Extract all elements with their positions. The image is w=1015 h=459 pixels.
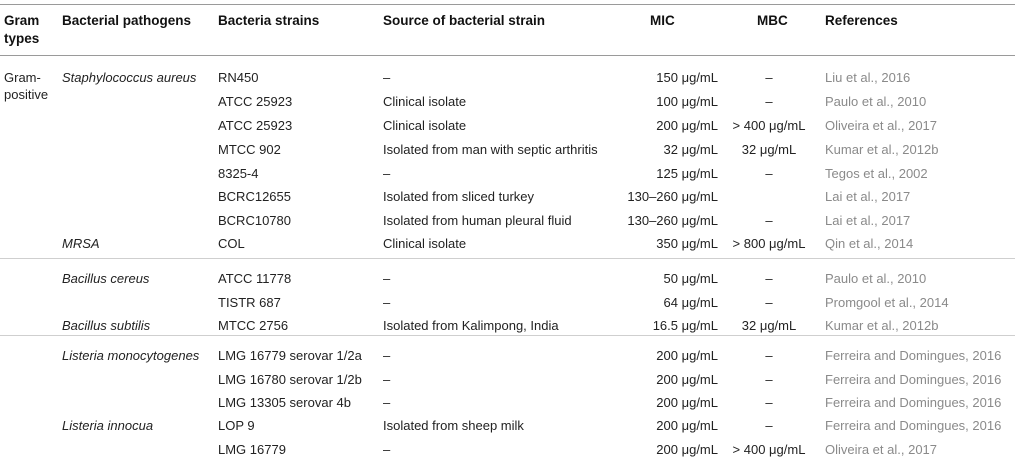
reference-cell: Promgool et al., 2014: [825, 295, 949, 310]
source-cell: Isolated from man with septic arthritis: [383, 142, 598, 157]
strain-cell: RN450: [218, 70, 259, 85]
reference-cell: Qin et al., 2014: [825, 236, 914, 251]
reference-cell: Oliveira et al., 2017: [825, 442, 938, 457]
reference-cell: Tegos et al., 2002: [825, 166, 928, 181]
strain-cell: MTCC 902: [218, 142, 281, 157]
source-cell: Isolated from sheep milk: [383, 418, 524, 433]
mic-cell: 16.5 μg/mL: [652, 318, 718, 333]
mic-cell: 130–260 μg/mL: [627, 213, 718, 228]
reference-cell: Ferreira and Domingues, 2016: [825, 348, 1002, 363]
source-cell: –: [383, 271, 391, 286]
group-separator-bacillus: [0, 335, 1015, 336]
group-separator-staph: [0, 258, 1015, 259]
mic-cell: 100 μg/mL: [656, 94, 718, 109]
strain-cell: ATCC 25923: [218, 94, 293, 109]
header-strains: Bacteria strains: [218, 13, 320, 28]
header-gram-types-line1: Gram: [4, 13, 40, 28]
gram-group-line1: Gram-: [4, 70, 41, 85]
mbc-cell: –: [765, 94, 773, 109]
mbc-cell: –: [765, 271, 773, 286]
mbc-cell: –: [765, 348, 773, 363]
strain-cell: BCRC10780: [218, 213, 291, 228]
reference-cell: Liu et al., 2016: [825, 70, 911, 85]
mbc-cell: –: [765, 166, 773, 181]
mic-cell: 200 μg/mL: [656, 395, 718, 410]
source-cell: Isolated from Kalimpong, India: [383, 318, 559, 333]
mbc-cell: 32 μg/mL: [741, 142, 797, 157]
mbc-cell: –: [765, 70, 773, 85]
source-cell: –: [383, 395, 391, 410]
reference-cell: Lai et al., 2017: [825, 213, 911, 228]
mbc-cell: –: [765, 395, 773, 410]
source-cell: Clinical isolate: [383, 94, 467, 109]
strain-cell: LMG 16780 serovar 1/2b: [218, 372, 362, 387]
mic-cell: 64 μg/mL: [663, 295, 718, 310]
mic-cell: 32 μg/mL: [663, 142, 718, 157]
header-pathogens: Bacterial pathogens: [62, 13, 192, 28]
mbc-cell: –: [765, 418, 773, 433]
source-cell: –: [383, 372, 391, 387]
mic-cell: 50 μg/mL: [663, 271, 718, 286]
strain-cell: COL: [218, 236, 245, 251]
header-gram-types-line2: types: [4, 31, 40, 46]
reference-cell: Kumar et al., 2012b: [825, 318, 939, 333]
header-mbc: MBC: [757, 13, 788, 28]
reference-cell: Ferreira and Domingues, 2016: [825, 372, 1002, 387]
strain-cell: BCRC12655: [218, 189, 291, 204]
mic-cell: 200 μg/mL: [656, 418, 718, 433]
mic-cell: 150 μg/mL: [656, 70, 718, 85]
strain-cell: LOP 9: [218, 418, 255, 433]
pathogen-cell: Listeria monocytogenes: [62, 348, 200, 363]
header-bottom-rule: [0, 55, 1015, 56]
strain-cell: MTCC 2756: [218, 318, 289, 333]
header-top-rule: [0, 4, 1015, 5]
mbc-cell: > 400 μg/mL: [732, 118, 806, 133]
mic-cell: 125 μg/mL: [656, 166, 718, 181]
strain-cell: LMG 16779 serovar 1/2a: [218, 348, 362, 363]
mic-cell: 350 μg/mL: [656, 236, 718, 251]
reference-cell: Lai et al., 2017: [825, 189, 911, 204]
mbc-cell: –: [765, 213, 773, 228]
gram-group-line2: positive: [4, 87, 49, 102]
strain-cell: ATCC 11778: [218, 271, 292, 286]
mbc-cell: > 800 μg/mL: [732, 236, 806, 251]
source-cell: –: [383, 348, 391, 363]
mbc-cell: > 400 μg/mL: [732, 442, 806, 457]
mbc-cell: 32 μg/mL: [741, 318, 797, 333]
mic-cell: 200 μg/mL: [656, 348, 718, 363]
source-cell: Clinical isolate: [383, 236, 467, 251]
pathogen-cell: MRSA: [62, 236, 100, 251]
header-source: Source of bacterial strain: [383, 13, 546, 28]
reference-cell: Ferreira and Domingues, 2016: [825, 418, 1002, 433]
source-cell: –: [383, 295, 391, 310]
header-mic: MIC: [650, 13, 675, 28]
source-cell: Clinical isolate: [383, 118, 467, 133]
header-references: References: [825, 13, 898, 28]
mbc-cell: –: [765, 295, 773, 310]
reference-cell: Kumar et al., 2012b: [825, 142, 939, 157]
source-cell: –: [383, 442, 391, 457]
reference-cell: Paulo et al., 2010: [825, 271, 927, 286]
mic-cell: 200 μg/mL: [656, 442, 718, 457]
strain-cell: 8325-4: [218, 166, 259, 181]
pathogen-cell: Listeria innocua: [62, 418, 154, 433]
pathogen-cell: Bacillus cereus: [62, 271, 150, 286]
pathogen-cell: Bacillus subtilis: [62, 318, 151, 333]
source-cell: Isolated from human pleural fluid: [383, 213, 572, 228]
source-cell: –: [383, 70, 391, 85]
strain-cell: LMG 16779: [218, 442, 286, 457]
mic-cell: 200 μg/mL: [656, 372, 718, 387]
strain-cell: TISTR 687: [218, 295, 281, 310]
source-cell: Isolated from sliced turkey: [383, 189, 535, 204]
mic-cell: 130–260 μg/mL: [627, 189, 718, 204]
reference-cell: Ferreira and Domingues, 2016: [825, 395, 1002, 410]
strain-cell: LMG 13305 serovar 4b: [218, 395, 351, 410]
source-cell: –: [383, 166, 391, 181]
strain-cell: ATCC 25923: [218, 118, 293, 133]
reference-cell: Paulo et al., 2010: [825, 94, 927, 109]
pathogen-cell: Staphylococcus aureus: [62, 70, 197, 85]
reference-cell: Oliveira et al., 2017: [825, 118, 938, 133]
mic-cell: 200 μg/mL: [656, 118, 718, 133]
mbc-cell: –: [765, 372, 773, 387]
